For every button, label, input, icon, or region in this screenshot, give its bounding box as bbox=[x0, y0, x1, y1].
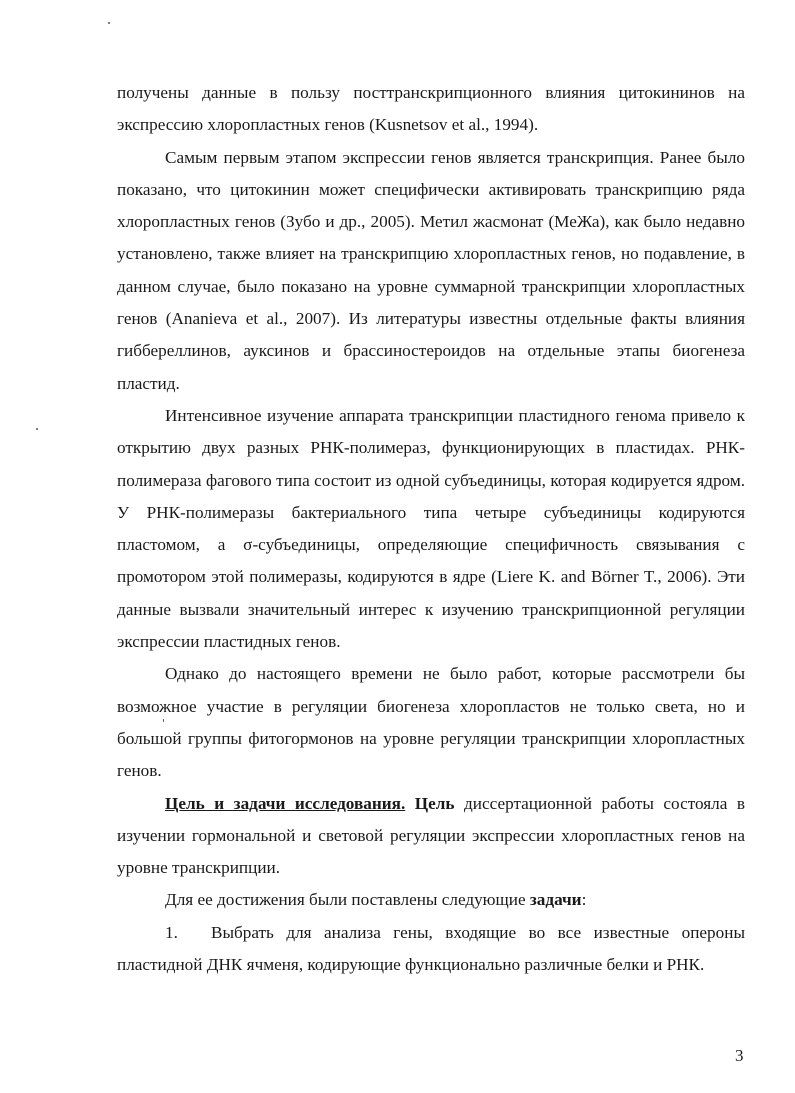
tasks-intro-suffix: : bbox=[581, 890, 587, 910]
body-text bbox=[117, 77, 745, 981]
task-item-1 bbox=[117, 917, 745, 982]
goal-heading: Цель и задачи исследования. bbox=[165, 793, 406, 813]
task-number: 1. bbox=[165, 922, 178, 942]
page-number: 3 bbox=[735, 1046, 744, 1065]
scan-speck bbox=[36, 428, 38, 430]
paragraph-tasks-intro bbox=[117, 884, 745, 916]
paragraph-goal bbox=[117, 788, 745, 885]
task-text: Выбрать для анализа гены, входящие во все известные опероны пластидной ДНК ячменя, кодирующие функционально различные белки и РНК. bbox=[117, 922, 745, 975]
tasks-bold-word: задачи bbox=[529, 890, 582, 910]
paragraph-transcription: Самым первым этапом экспрессии генов является транскрипция. Ранее было показано, что цитокинин может специфически активировать транскрипцию ряда хлоропластных генов (Зубо и др., 2005). Метил жасмонат (МеЖа), как было недавно установлено, также влияет на транскрипцию хлоропластных генов, но подавление, в данном случае, было показано на уровне суммарной транскрипции хлоропластных генов (Ananieva et al., 2007). Из литературы известны отдельные факты влияния гиббереллинов, ауксинов и брассиностероидов на отдельные этапы биогенеза пластид. bbox=[117, 147, 745, 393]
goal-word: Цель bbox=[414, 793, 455, 813]
paragraph-rna-polymerases: Интенсивное изучение аппарата транскрипции пластидного генома привело к открытию двух разных РНК-полимераз, функционирующих в пластидах. РНК-полимераза фагового типа состоит из одной субъединицы, которая кодируется ядром. У РНК-полимеразы бактериального типа четыре субъединицы кодируются пластомом, а σ-субъединицы, определяющие специфичность связывания с промотором этой полимеразы, кодируются в ядре (Liere K. and Börner T., 2006). Эти данные вызвали значительный интерес к изучению транскрипционной регуляции экспрессии пластидных генов. bbox=[117, 405, 745, 652]
goal-text: диссертационной работы состояла в изучении гормональной и световой регуляции экспрессии хлоропластных генов на уровне транскрипции. bbox=[117, 793, 746, 878]
paragraph-research-gap: Однако до настоящего времени не было работ, которые рассмотрели бы возможное участие в регуляции биогенеза хлоропластов не только света, но и большой группы фитогормонов на уровне регуляции транскрипции хлоропластных генов. bbox=[117, 664, 745, 781]
tasks-intro-text: Для ее достижения были поставлены следующие bbox=[165, 890, 526, 910]
paragraph-continuation: получены данные в пользу посттранскрипционного влияния цитокининов на экспрессию хлоропластных генов (Kusnetsov et al., 1994). bbox=[117, 83, 745, 135]
scan-speck bbox=[108, 22, 110, 24]
